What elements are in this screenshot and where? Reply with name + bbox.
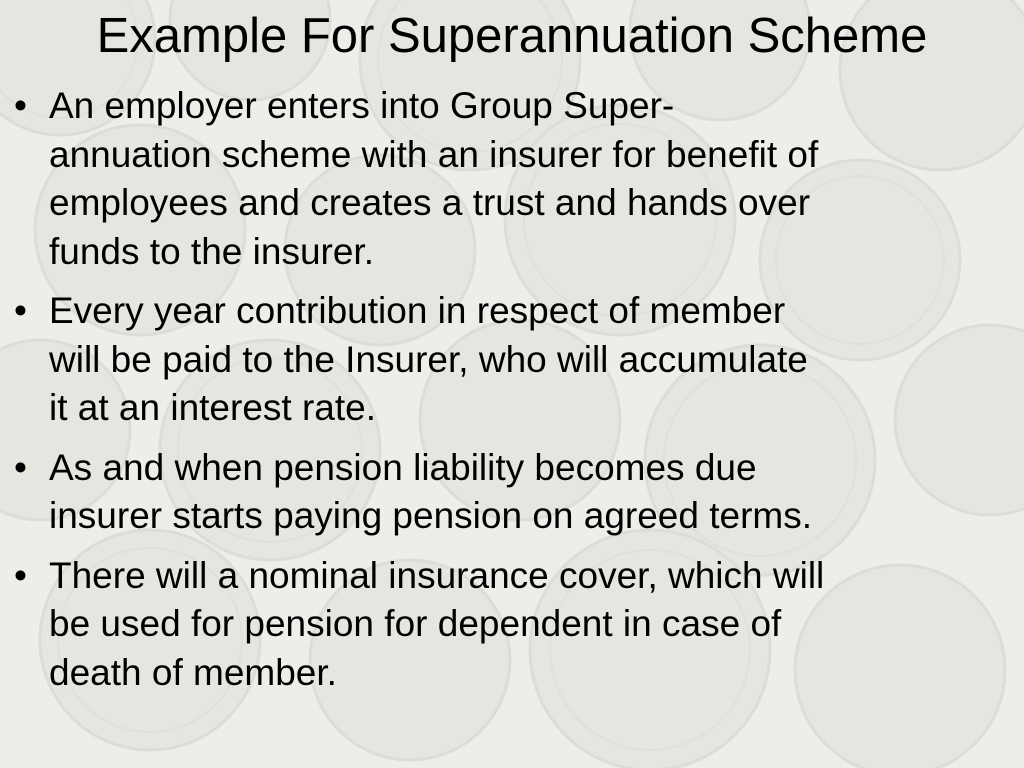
bullet-item — [14, 552, 1014, 698]
bullet-text-line: insurer starts paying pension on agreed terms. — [49, 495, 813, 536]
bullet-text-line: annuation scheme with an insurer for benefit of — [49, 133, 819, 175]
bullet-item — [14, 82, 1014, 276]
bullet-text-line: death of member. — [49, 651, 337, 693]
bullet-item — [14, 444, 1014, 541]
bullet-text-line: will be paid to the Insurer, who will accumulate — [49, 338, 808, 380]
bullet-text-line: it at an interest rate. — [49, 387, 377, 428]
bullet-text-line: Every year contribution in respect of member — [49, 290, 786, 331]
bullet-text-line: be used for pension for dependent in case of — [49, 603, 782, 644]
bullet-text-line: There will a nominal insurance cover, which will — [49, 554, 825, 596]
bullet-text-line: employees and creates a trust and hands over — [49, 182, 811, 223]
bullet-marker: • — [14, 446, 27, 488]
bullet-text-line: funds to the insurer. — [49, 230, 374, 272]
bullet-list — [14, 82, 1014, 708]
bullet-marker: • — [14, 290, 27, 331]
bullet-marker: • — [14, 554, 27, 596]
bullet-text-line: An employer enters into Group Super- — [49, 85, 675, 126]
bullet-text-line: As and when pension liability becomes due — [49, 446, 757, 488]
bullet-marker: • — [14, 85, 27, 126]
slide-title: Example For Superannuation Scheme — [96, 9, 928, 63]
bullet-item — [14, 287, 1014, 433]
